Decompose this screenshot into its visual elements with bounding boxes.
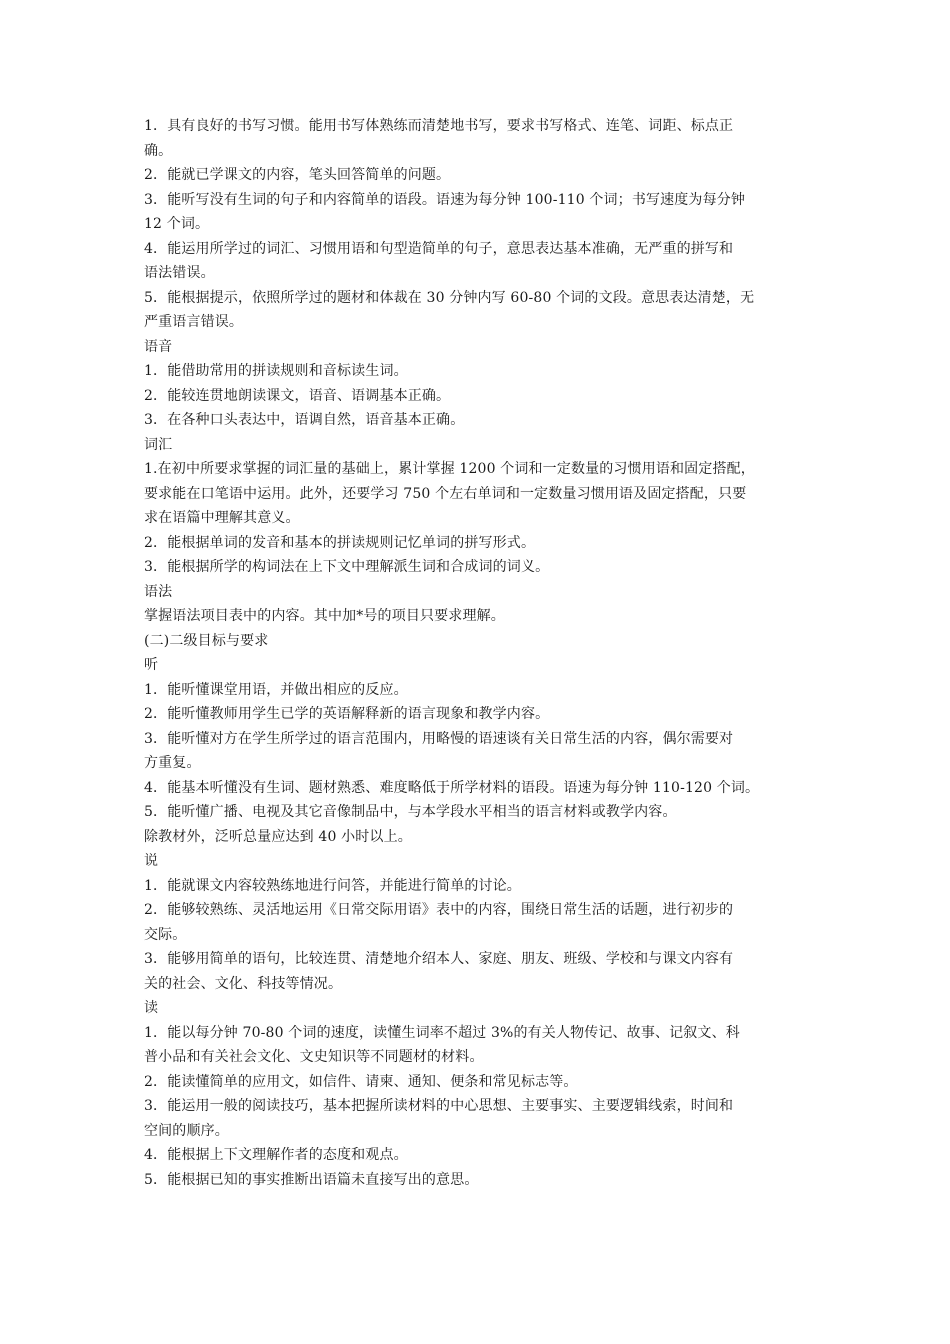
text-line: 普小品和有关社会文化、文史知识等不同题材的材料。 <box>144 1049 484 1065</box>
text-line: 5．能根据已知的事实推断出语篇未直接写出的意思。 <box>144 1171 479 1188</box>
text-line: 关的社会、文化、科技等情况。 <box>144 975 343 992</box>
text-line: 要求能在口笔语中运用。此外，还要学习 750 个左右单词和一定数量习惯用语及固定搭配，只要 <box>144 485 747 502</box>
text-line: 1．能就课文内容较熟练地进行问答，并能进行简单的讨论。 <box>144 877 521 894</box>
text-line: 2．能读懂简单的应用文，如信件、请柬、通知、便条和常见标志等。 <box>144 1073 578 1090</box>
text-line: 2．能听懂教师用学生已学的英语解释新的语言现象和教学内容。 <box>144 706 550 722</box>
text-line: 语法 <box>144 583 173 600</box>
text-line: 确。 <box>144 142 173 159</box>
text-line: 1．能借助常用的拼读规则和音标读生词。 <box>144 363 408 379</box>
text-line: (二)二级目标与要求 <box>144 632 269 649</box>
text-line: 词汇 <box>144 436 173 453</box>
text-line: 除教材外，泛听总量应达到 40 小时以上。 <box>144 828 412 845</box>
text-line: 3．能听写没有生词的句子和内容简单的语段。语速为每分钟 100-110 个词；书写速度为每分钟 <box>144 191 746 208</box>
text-line: 3．能够用简单的语句，比较连贯、清楚地介绍本人、家庭、朋友、班级、学校和与课文内容有 <box>144 951 734 967</box>
text-line: 语法错误。 <box>144 265 215 281</box>
text-line: 求在语篇中理解其意义。 <box>144 510 300 526</box>
text-line: 3．能听懂对方在学生所学过的语言范围内，用略慢的语速谈有关日常生活的内容，偶尔需要对 <box>144 730 734 747</box>
text-line: 3．能运用一般的阅读技巧，基本把握所读材料的中心思想、主要事实、主要逻辑线索，时间和 <box>144 1098 734 1114</box>
text-line: 交际。 <box>144 926 187 943</box>
text-line: 语音 <box>144 338 173 355</box>
text-line: 2．能较连贯地朗读课文，语音、语调基本正确。 <box>144 387 451 404</box>
text-line: 2．能就已学课文的内容，笔头回答简单的问题。 <box>144 167 451 183</box>
text-line: 2．能够较熟练、灵活地运用《日常交际用语》表中的内容，围绕日常生活的话题，进行初步的 <box>144 902 734 918</box>
text-line: 方重复。 <box>144 755 201 771</box>
text-line: 4．能根据上下文理解作者的态度和观点。 <box>144 1147 408 1163</box>
document-body <box>144 114 812 1192</box>
text-line: 1.在初中所要求掌握的词汇量的基础上，累计掌握 1200 个词和一定数量的习惯用语和固定搭配， <box>144 461 755 477</box>
text-line: 4．能基本听懂没有生词、题材熟悉、难度略低于所学材料的语段。语速为每分钟 110-120 个词。 <box>144 779 760 796</box>
text-line: 5．能根据提示，依照所学过的题材和体裁在 30 分钟内写 60-80 个词的文段。意思表达清楚，无 <box>144 289 755 306</box>
text-line: 3．能根据所学的构词法在上下文中理解派生词和合成词的词义。 <box>144 559 550 575</box>
text-line: 3．在各种口头表达中，语调自然，语音基本正确。 <box>144 412 465 428</box>
text-line: 严重语言错误。 <box>144 314 244 330</box>
text-line: 12 个词。 <box>144 216 210 232</box>
text-line: 读 <box>144 1000 159 1016</box>
text-line: 1．能听懂课堂用语，并做出相应的反应。 <box>144 681 408 698</box>
text-line: 1．具有良好的书写习惯。能用书写体熟练而清楚地书写，要求书写格式、连笔、词距、标点正 <box>144 118 734 134</box>
text-line: 4．能运用所学过的词汇、习惯用语和句型造简单的句子，意思表达基本准确，无严重的拼写和 <box>144 240 734 257</box>
text-line: 说 <box>144 853 159 869</box>
text-line: 5．能听懂广播、电视及其它音像制品中，与本学段水平相当的语言材料或教学内容。 <box>144 804 677 820</box>
text-line: 听 <box>144 657 159 673</box>
text-line: 2．能根据单词的发音和基本的拼读规则记忆单词的拼写形式。 <box>144 534 536 551</box>
text-line: 空间的顺序。 <box>144 1122 229 1139</box>
text-line: 1．能以每分钟 70-80 个词的速度，读懂生词率不超过 3%的有关人物传记、故事、记叙文、科 <box>144 1024 740 1041</box>
text-line: 掌握语法项目表中的内容。其中加*号的项目只要求理解。 <box>144 608 505 624</box>
